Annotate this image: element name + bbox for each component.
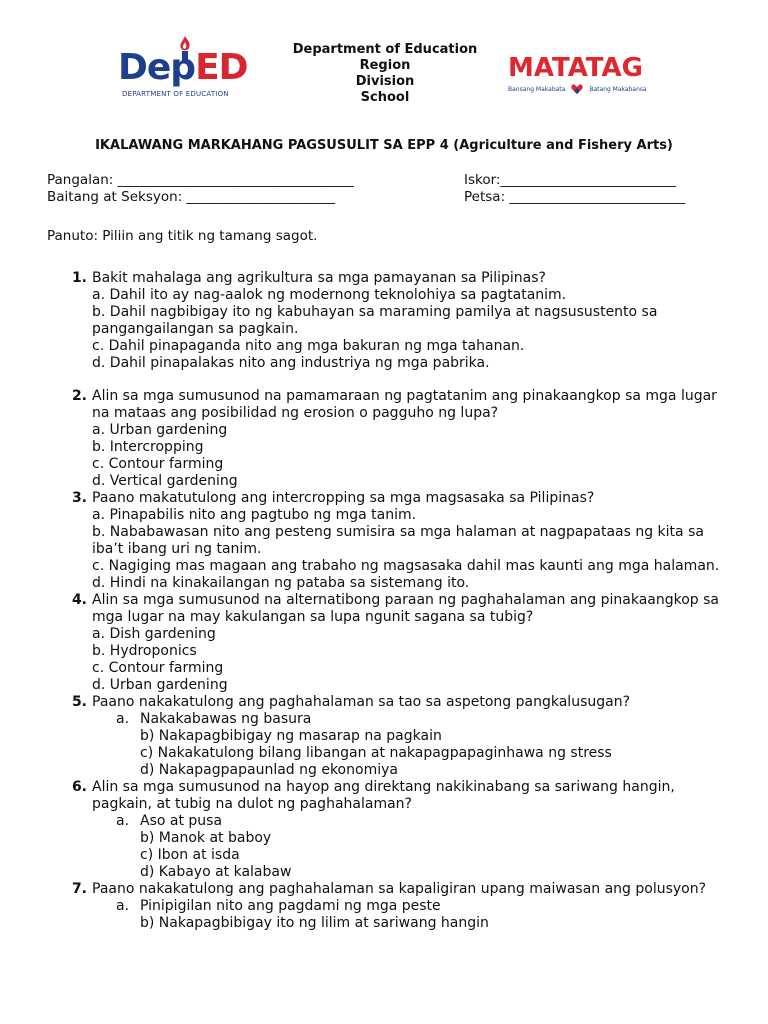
question-text: Alin sa mga sumusunod na pamamaraan ng pagtatanim ang pinakaangkop sa mga lugar na mataas ang posibilidad ng erosion o pagguho ng lupa? (92, 388, 717, 421)
exam-title: IKALAWANG MARKAHANG PAGSUSULIT SA EPP 4 (Agriculture and Fishery Arts) (95, 138, 673, 153)
question-number: 3. (71, 490, 87, 506)
option-d[interactable]: d. Urban gardening (92, 677, 228, 693)
option-c[interactable]: c. Nagiging mas magaan ang trabaho ng magsasaka dahil mas kaunti ang mga halaman. (92, 558, 720, 574)
question-3 (47, 490, 727, 592)
org-department: Department of Education (292, 42, 478, 57)
matatag-logo (508, 54, 668, 94)
option-d[interactable]: d. Dahil pinapalakas nito ang industriya ng mga pabrika. (92, 355, 490, 371)
option-a[interactable]: a. Pinapabilis nito ang pagtubo ng mga tanim. (92, 507, 417, 523)
option-a[interactable]: a. Dahil ito ay nag-aalok ng modernong teknolohiya sa pagtatanim. (92, 287, 567, 303)
document-header (0, 30, 768, 110)
question-6 (47, 779, 727, 881)
score-field[interactable]: Iskor:__________________________ (464, 172, 676, 188)
question-2 (47, 388, 727, 490)
option-d[interactable]: d) Nakapagpapaunlad ng ekonomiya (140, 762, 398, 778)
question-7 (47, 881, 727, 932)
option-a[interactable]: a. Nakakabawas ng basura (116, 711, 312, 727)
option-d[interactable]: d. Hindi na kinakailangan ng pataba sa sistemang ito. (92, 575, 470, 591)
option-b[interactable]: b. Hydroponics (92, 643, 197, 659)
question-number: 6. (71, 779, 87, 795)
organization-block (270, 42, 500, 106)
matatag-tagline: Bansang Makabata Batang Makabansa (508, 85, 647, 93)
question-text: Paano makatutulong ang intercropping sa mga magsasaka sa Pilipinas? (92, 490, 595, 506)
question-text: Paano nakakatulong ang paghahalaman sa kapaligiran upang maiwasan ang polusyon? (92, 881, 707, 897)
question-list (47, 270, 727, 932)
org-division: Division (355, 74, 415, 89)
question-5 (47, 694, 727, 779)
option-a[interactable]: a. Dish gardening (92, 626, 216, 642)
option-d[interactable]: d. Vertical gardening (92, 473, 238, 489)
heart-icon (571, 84, 583, 94)
deped-wordmark: DepED (118, 47, 248, 88)
question-number: 5. (71, 694, 87, 710)
option-c[interactable]: c) Ibon at isda (140, 847, 240, 863)
option-b[interactable]: b. Intercropping (92, 439, 204, 455)
option-b[interactable]: b. Nababawasan nito ang pesteng sumisira sa mga halaman at nagpapataas ng kita sa iba’t ibang uri ng tanim. (92, 524, 704, 557)
question-text: Alin sa mga sumusunod na hayop ang direktang nakikinabang sa sariwang hangin, pagkain, at tubig na dulot ng paghahalaman? (92, 779, 675, 812)
option-b[interactable]: b) Nakapagbibigay ng masarap na pagkain (140, 728, 442, 744)
option-b[interactable]: b) Manok at baboy (140, 830, 272, 846)
matatag-wordmark: MATATAG (508, 53, 643, 83)
question-text: Paano nakakatulong ang paghahalaman sa tao sa aspetong pangkalusugan? (92, 694, 631, 710)
question-4 (47, 592, 727, 694)
option-c[interactable]: c) Nakakatulong bilang libangan at nakapagpapaginhawa ng stress (140, 745, 612, 761)
option-a[interactable]: a. Urban gardening (92, 422, 228, 438)
deped-subtitle: DEPARTMENT OF EDUCATION (122, 90, 229, 98)
question-number: 4. (71, 592, 87, 608)
deped-logo (118, 34, 264, 106)
instructions: Panuto: Piliin ang titik ng tamang sagot. (47, 228, 318, 244)
option-b[interactable]: b. Dahil nagbibigay ito ng kabuhayan sa maraming pamilya at nagsusustento sa pangangailangan sa pagkain. (92, 304, 658, 337)
option-d[interactable]: d) Kabayo at kalabaw (140, 864, 292, 880)
org-region: Region (359, 58, 411, 73)
option-a[interactable]: a. Pinipigilan nito ang pagdami ng mga peste (116, 898, 441, 914)
org-school: School (360, 90, 410, 105)
option-a[interactable]: a. Aso at pusa (116, 813, 223, 829)
question-text: Alin sa mga sumusunod na alternatibong paraan ng paghahalaman ang pinakaangkop sa mga lugar na may kakulangan sa lupa ngunit sagana sa tubig? (92, 592, 720, 625)
question-number: 2. (71, 388, 87, 404)
question-text: Bakit mahalaga ang agrikultura sa mga pamayanan sa Pilipinas? (92, 270, 546, 286)
option-c[interactable]: c. Contour farming (92, 456, 224, 472)
option-b[interactable]: b) Nakapagbibigay ito ng lilim at sariwang hangin (140, 915, 489, 931)
option-c[interactable]: c. Contour farming (92, 660, 224, 676)
question-1 (47, 270, 727, 372)
grade-section-field[interactable]: Baitang at Seksyon: ______________________ (47, 189, 335, 205)
question-number: 7. (71, 881, 87, 897)
option-c[interactable]: c. Dahil pinapaganda nito ang mga bakuran ng mga tahanan. (92, 338, 525, 354)
date-field[interactable]: Petsa: __________________________ (464, 189, 685, 205)
question-number: 1. (71, 270, 87, 286)
name-field[interactable]: Pangalan: ___________________________________ (47, 172, 354, 188)
